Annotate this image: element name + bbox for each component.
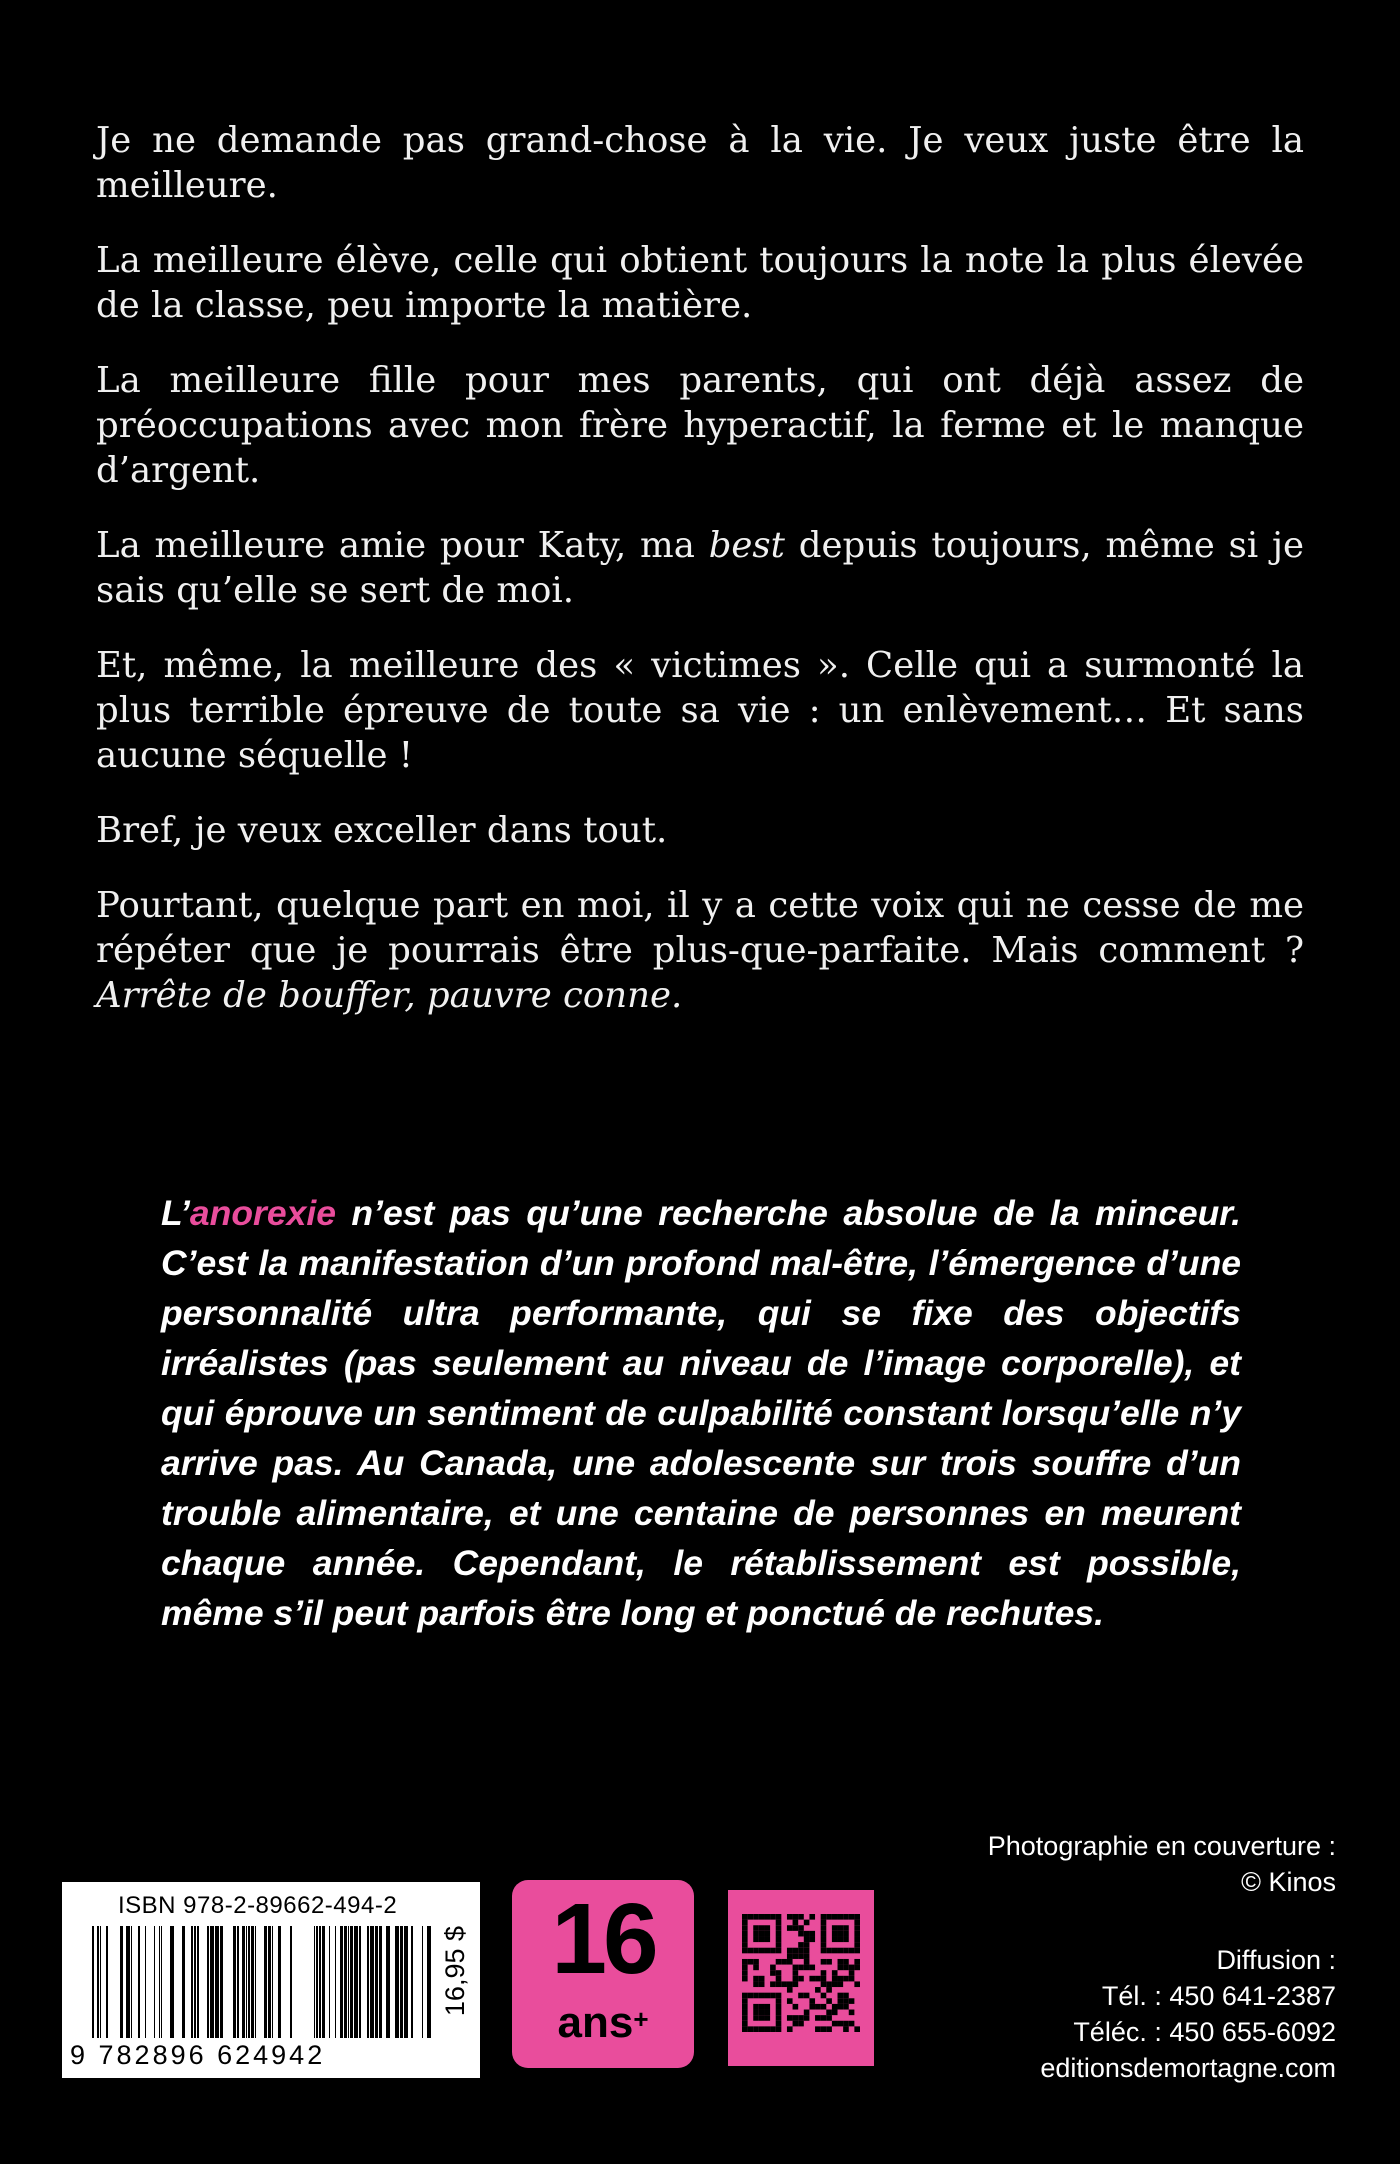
- p4-emphasis: best: [708, 525, 785, 566]
- blurb-text: n’est pas qu’une recherche absolue de la minceur. C’est la manifestation d’un profond mal-être, l’émergence d’une personnalité ultra performante, qui se fixe des objectifs irréalistes (pas seulement au niveau de l’image corporelle), et qui éprouve un sentiment de culpabilité constant lorsqu’elle n’y arrive pas. Au Canada, une adolescente sur trois souffre d’un trouble alimentaire, et une centaine de personnes en meurent chaque année. Cependant, le rétablissement est possible, même s’il peut parfois être long et ponctué de rechutes.: [161, 1193, 1241, 1633]
- price: 16,95 $: [440, 1926, 470, 2017]
- barcode-digits: 9 782896 624942: [70, 2040, 326, 2070]
- fax-number: Téléc. : 450 655-6092: [1073, 2017, 1336, 2047]
- intro-paragraph-7: [96, 883, 1304, 1018]
- blurb-highlight: anorexie: [189, 1193, 336, 1233]
- intro-paragraph-4: [96, 523, 1304, 613]
- qr-code[interactable]: [728, 1890, 874, 2066]
- intro-text: [96, 118, 1304, 1048]
- diffusion-label: Diffusion :: [1216, 1945, 1336, 1975]
- barcode-box: [62, 1882, 480, 2078]
- website: editionsdemortagne.com: [1040, 2053, 1336, 2083]
- qr-code-icon: [742, 1914, 860, 2032]
- anorexia-blurb: [161, 1188, 1241, 1638]
- p7-emphasis: Arrête de bouffer, pauvre conne.: [96, 975, 683, 1016]
- intro-paragraph-3: La meilleure fille pour mes parents, qui ont déjà assez de préoccupations avec mon frère hyperactif, la ferme et le manque d’argent.: [96, 360, 1304, 491]
- age-unit-text: ans: [557, 1998, 634, 2047]
- intro-paragraph-2: La meilleure élève, celle qui obtient toujours la note la plus élevée de la classe, peu importe la matière.: [96, 240, 1304, 326]
- p4-after: depuis toujours, même si je sais qu’elle se sert de moi.: [96, 525, 1304, 611]
- credits: [876, 1828, 1336, 2086]
- isbn-text: ISBN 978-2-89662-494-2: [118, 1892, 398, 1919]
- intro-paragraph-1: Je ne demande pas grand-chose à la vie. Je veux juste être la meilleure.: [96, 120, 1304, 206]
- photo-credit: © Kinos: [1241, 1867, 1336, 1897]
- intro-paragraph-5: Et, même, la meilleure des « victimes ». Celle qui a surmonté la plus terrible épreuve de toute sa vie : un enlèvement… Et sans aucune séquelle !: [96, 645, 1304, 776]
- intro-paragraph-6: Bref, je veux exceller dans tout.: [96, 810, 668, 851]
- p7-before: Pourtant, quelque part en moi, il y a cette voix qui ne cesse de me répéter que je pourrais être plus-que-parfaite. Mais comment ?: [96, 885, 1304, 971]
- age-plus: +: [633, 2004, 649, 2034]
- blurb-lead: L’: [161, 1193, 190, 1233]
- age-rating-badge: [512, 1880, 694, 2068]
- p4-before: La meilleure amie pour Katy, ma: [96, 525, 709, 566]
- photo-label: Photographie en couverture :: [987, 1831, 1336, 1861]
- age-number: 16: [551, 1883, 655, 1995]
- age-unit: [512, 1998, 694, 2048]
- barcode-icon: [92, 1926, 436, 2038]
- phone-number: Tél. : 450 641-2387: [1101, 1981, 1336, 2011]
